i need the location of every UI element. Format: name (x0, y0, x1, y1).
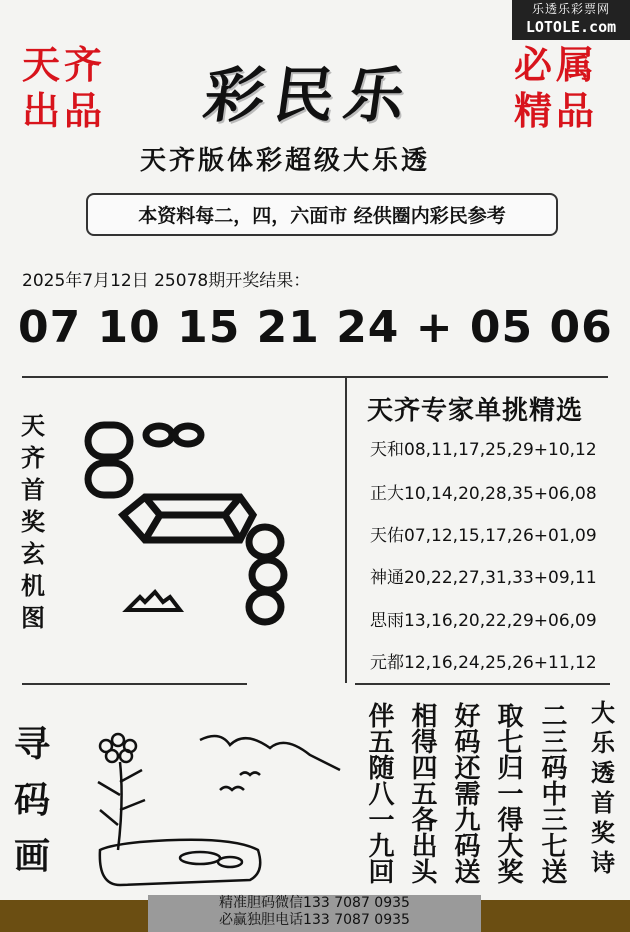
label-char: 机 (21, 571, 45, 600)
poem-title (588, 698, 618, 878)
corner-left-line2: 出品 (22, 88, 107, 133)
mystery-drawing (75, 415, 315, 630)
expert-pick: 正大10,14,20,28,35+06,08 (370, 484, 597, 504)
expert-pick: 天佑07,12,15,17,26+01,09 (370, 526, 597, 546)
label-char: 天 (21, 411, 45, 440)
poem-line: 取七归一得大奖 (493, 702, 523, 884)
divider-left-bottom (22, 683, 247, 685)
brand-title: 彩民乐 (199, 61, 420, 131)
subtitle: 天齐版体彩超级大乐透 (140, 146, 431, 176)
contact-line1: 精准胆码微信133 7087 0935 (219, 895, 410, 911)
poem-title-char: 大 (591, 698, 615, 727)
poem-title-char: 诗 (591, 848, 615, 877)
divider-vertical (345, 376, 347, 683)
label-char: 画 (13, 835, 50, 877)
label-char: 码 (13, 779, 50, 821)
logo-line2: LOTOLE.com (525, 18, 617, 36)
label-char: 玄 (21, 539, 45, 568)
corner-right-line2: 精品 (514, 88, 599, 133)
poem-line: 伴五随八一九回 (364, 702, 394, 884)
corner-left (22, 42, 106, 134)
contact-line2: 必赢独胆电话133 7087 0935 (219, 912, 410, 928)
divider-top (22, 376, 608, 378)
poem-title-char: 首 (591, 788, 615, 817)
label-char: 寻 (13, 723, 50, 765)
poem-line: 好码还需九码送 (450, 702, 480, 884)
corner-right (514, 42, 598, 134)
poem-title-char: 奖 (591, 818, 615, 847)
site-logo (512, 0, 630, 40)
contact-box (148, 895, 481, 932)
poem-line: 二三码中三七送 (537, 702, 567, 884)
expert-pick: 元都12,16,24,25,26+11,12 (370, 653, 597, 673)
expert-pick: 神通20,22,27,31,33+09,11 (370, 568, 597, 588)
seek-code-drawing (80, 700, 350, 895)
divider-right-bottom (355, 683, 610, 685)
poem-title-char: 乐 (591, 728, 615, 757)
label-char: 奖 (21, 507, 45, 536)
corner-right-line1: 必属 (514, 42, 599, 87)
expert-pick: 天和08,11,17,25,29+10,12 (370, 440, 597, 460)
experts-title: 天齐专家单挑精选 (367, 396, 584, 426)
poem-title-char: 透 (591, 758, 615, 787)
label-char: 首 (21, 475, 45, 504)
mystery-chart-label (18, 410, 48, 634)
draw-numbers: 07 10 15 21 24 + 05 06 (18, 302, 613, 353)
corner-left-line1: 天齐 (22, 42, 107, 87)
poem-line: 相得四五各出头 (407, 702, 437, 884)
expert-pick: 思雨13,16,20,22,29+06,09 (370, 611, 597, 631)
draw-date: 2025年7月12日 25078期开奖结果： (22, 271, 311, 291)
seek-code-label (10, 716, 54, 884)
notice-box: 本资料每二，四，六面市 经供圈内彩民参考 (86, 193, 558, 236)
label-char: 图 (21, 603, 45, 632)
logo-line1: 乐透乐彩票网 (531, 2, 610, 16)
label-char: 齐 (21, 443, 45, 472)
